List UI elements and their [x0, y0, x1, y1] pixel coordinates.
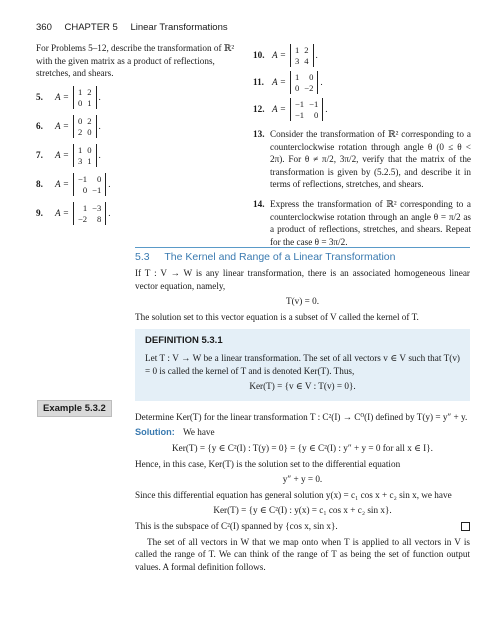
matrix — [290, 44, 314, 67]
matrix-problem — [253, 98, 471, 121]
matrix-entry: −2 — [304, 83, 314, 93]
problem-text: Express the transformation of ℝ² corresponding to a counterclockwise rotation through an angle θ = π/2 as a product of reflections, stretches, and shears. Repeat for the case θ = 3π/2. — [270, 198, 471, 247]
matrix-entry: 0 — [313, 110, 319, 120]
matrix — [290, 98, 323, 121]
matrix-entry: 2 — [77, 126, 83, 137]
problem-number: 10. — [253, 50, 265, 61]
matrix-problem — [36, 202, 241, 225]
matrix-entry: 1 — [294, 45, 300, 55]
matrix-entry: 2 — [304, 45, 309, 55]
matrix-entry: 0 — [82, 184, 88, 195]
solution-lead: We have — [182, 427, 215, 438]
matrix-problem — [253, 44, 471, 67]
matrix-entry: 0 — [87, 144, 92, 155]
problem-number: 13. — [253, 129, 265, 139]
problem-number: 7. — [36, 149, 43, 160]
end-of-proof-icon — [461, 522, 470, 531]
problem-number: 14. — [253, 198, 265, 209]
matrix — [73, 202, 106, 225]
definition-equation: Ker(T) = {v ∈ V : T(v) = 0}. — [249, 381, 356, 392]
example-line-4 — [135, 520, 470, 533]
matrix-label: A = — [272, 77, 286, 88]
matrix-entry: −1 — [294, 110, 305, 120]
matrix-problem — [253, 71, 471, 94]
matrix-entry: 1 — [87, 97, 92, 108]
period: . — [98, 91, 101, 102]
period: . — [108, 207, 111, 218]
definition-title: DEFINITION 5.3.1 — [145, 335, 223, 347]
period: . — [98, 120, 101, 131]
matrix — [73, 86, 97, 109]
matrix-label: A = — [272, 50, 286, 61]
period: . — [98, 149, 101, 160]
matrix-label: A = — [55, 91, 69, 102]
matrix-entry: 1 — [77, 86, 83, 97]
matrix-problem — [36, 173, 241, 196]
page-header — [36, 22, 228, 33]
matrix-entry: 3 — [77, 155, 83, 166]
kernel-equation-1: Ker(T) = {y ∈ C²(I) : T(y) = 0} = {y ∈ C²(I) : y″ + y = 0 for all x ∈ I}. — [172, 442, 433, 453]
kernel-sentence: The solution set to this vector equation is a subset of V called the kernel of T. — [135, 311, 419, 322]
matrix-entry: 1 — [87, 155, 92, 166]
matrix-entry: −2 — [77, 213, 88, 224]
period: . — [320, 77, 323, 88]
matrix-label: A = — [55, 207, 69, 218]
problems-left-column — [36, 42, 241, 225]
solution-line — [135, 426, 470, 439]
matrix-problem-list — [36, 86, 241, 225]
matrix — [73, 173, 106, 196]
matrix-entry: 8 — [96, 213, 102, 224]
problem-number: 12. — [253, 104, 265, 115]
matrix-problem-list-right — [253, 44, 471, 121]
matrix-label: A = — [55, 120, 69, 131]
matrix-problem — [36, 144, 241, 167]
kernel-equation-2: Ker(T) = {y ∈ C²(I) : y(x) = c₁ cos x + c₂ sin x}. — [213, 505, 392, 516]
example-line-3: Since this differential equation has general solution y(x) = c₁ cos x + c₂ sin x, we have — [135, 489, 452, 500]
problem-number: 8. — [36, 178, 43, 189]
chapter-title: Linear Transformations — [130, 22, 228, 33]
problems-right-column — [253, 40, 471, 248]
matrix-entry: 0 — [77, 97, 83, 108]
section-divider — [135, 247, 470, 248]
equation-tv: T(v) = 0. — [286, 296, 319, 307]
example-conclusion: This is the subspace of C²(I) spanned by {cos x, sin x}. — [135, 520, 338, 531]
matrix-label: A = — [272, 104, 286, 115]
section-number: 5.3 — [135, 251, 150, 263]
matrix-entry: 3 — [294, 56, 300, 66]
matrix-entry: 0 — [294, 83, 300, 93]
problem-number: 11. — [253, 77, 264, 88]
differential-equation: y″ + y = 0. — [282, 474, 323, 485]
matrix-entry: 0 — [87, 126, 92, 137]
matrix — [73, 115, 97, 138]
matrix-entry: 2 — [87, 115, 92, 126]
matrix-entry: 4 — [304, 56, 309, 66]
matrix-problem — [36, 115, 241, 138]
example-line-2: Hence, in this case, Ker(T) is the solution set to the differential equation — [135, 458, 401, 469]
solution-label: Solution: — [135, 427, 175, 438]
problem-number: 6. — [36, 120, 43, 131]
problem-number: 9. — [36, 207, 43, 218]
matrix-entry: 2 — [87, 86, 92, 97]
chapter-label: CHAPTER 5 — [64, 22, 118, 33]
section-intro: If T : V → W is any linear transformation, there is an associated homogeneous linear vector equation, namely, — [135, 268, 470, 291]
matrix-entry: −1 — [77, 173, 88, 184]
period: . — [325, 104, 328, 115]
matrix-entry: −1 — [309, 99, 319, 109]
definition-box — [135, 329, 470, 400]
period: . — [108, 178, 111, 189]
page-number: 360 — [36, 22, 52, 33]
matrix — [73, 144, 97, 167]
matrix-label: A = — [55, 149, 69, 160]
example-statement: Determine Ker(T) for the linear transformation T : C²(I) → C⁰(I) defined by T(y) = y″ + y. — [135, 411, 468, 422]
matrix — [290, 71, 318, 94]
matrix-problem — [36, 86, 241, 109]
matrix-entry: 0 — [96, 173, 102, 184]
matrix-entry: −3 — [92, 202, 102, 213]
section-body — [135, 267, 470, 576]
matrix-entry: 1 — [77, 144, 83, 155]
matrix-entry: 1 — [82, 202, 88, 213]
section-title: The Kernel and Range of a Linear Transformation — [164, 251, 396, 263]
definition-text: Let T : V → W be a linear transformation. The set of all vectors v ∈ V such that T(v) = 0 is called the kernel of T and is denoted Ker(T). Thus, — [145, 352, 460, 376]
matrix-entry: −1 — [92, 184, 102, 195]
closing-paragraph: The set of all vectors in W that we map onto when T is applied to all vectors in V is called the range of T. We can think of the range of T as being the set of function output values. A formal definition follows. — [135, 536, 470, 572]
matrix-entry: 0 — [309, 72, 314, 82]
period: . — [315, 50, 318, 61]
problem-13 — [253, 128, 471, 191]
section-heading — [135, 251, 395, 263]
problem-number: 5. — [36, 91, 43, 102]
matrix-label: A = — [55, 178, 69, 189]
problems-intro: For Problems 5–12, describe the transformation of ℝ² with the given matrix as a product of reflections, stretches, and shears. — [36, 43, 235, 79]
example-tag: Example 5.3.2 — [37, 400, 112, 417]
problem-text: Consider the transformation of ℝ² corresponding to a counterclockwise rotation through angle θ (0 ≤ θ < 2π). For θ ≠ π/2, 3π/2, verify that the matrix of the transformation is given by (5.2.5), and describe it in terms of reflections, stretches, and shears. — [270, 129, 471, 190]
matrix-entry: 0 — [77, 115, 83, 126]
problem-14 — [253, 198, 471, 248]
matrix-entry: 1 — [294, 72, 300, 82]
matrix-entry: −1 — [294, 99, 305, 109]
